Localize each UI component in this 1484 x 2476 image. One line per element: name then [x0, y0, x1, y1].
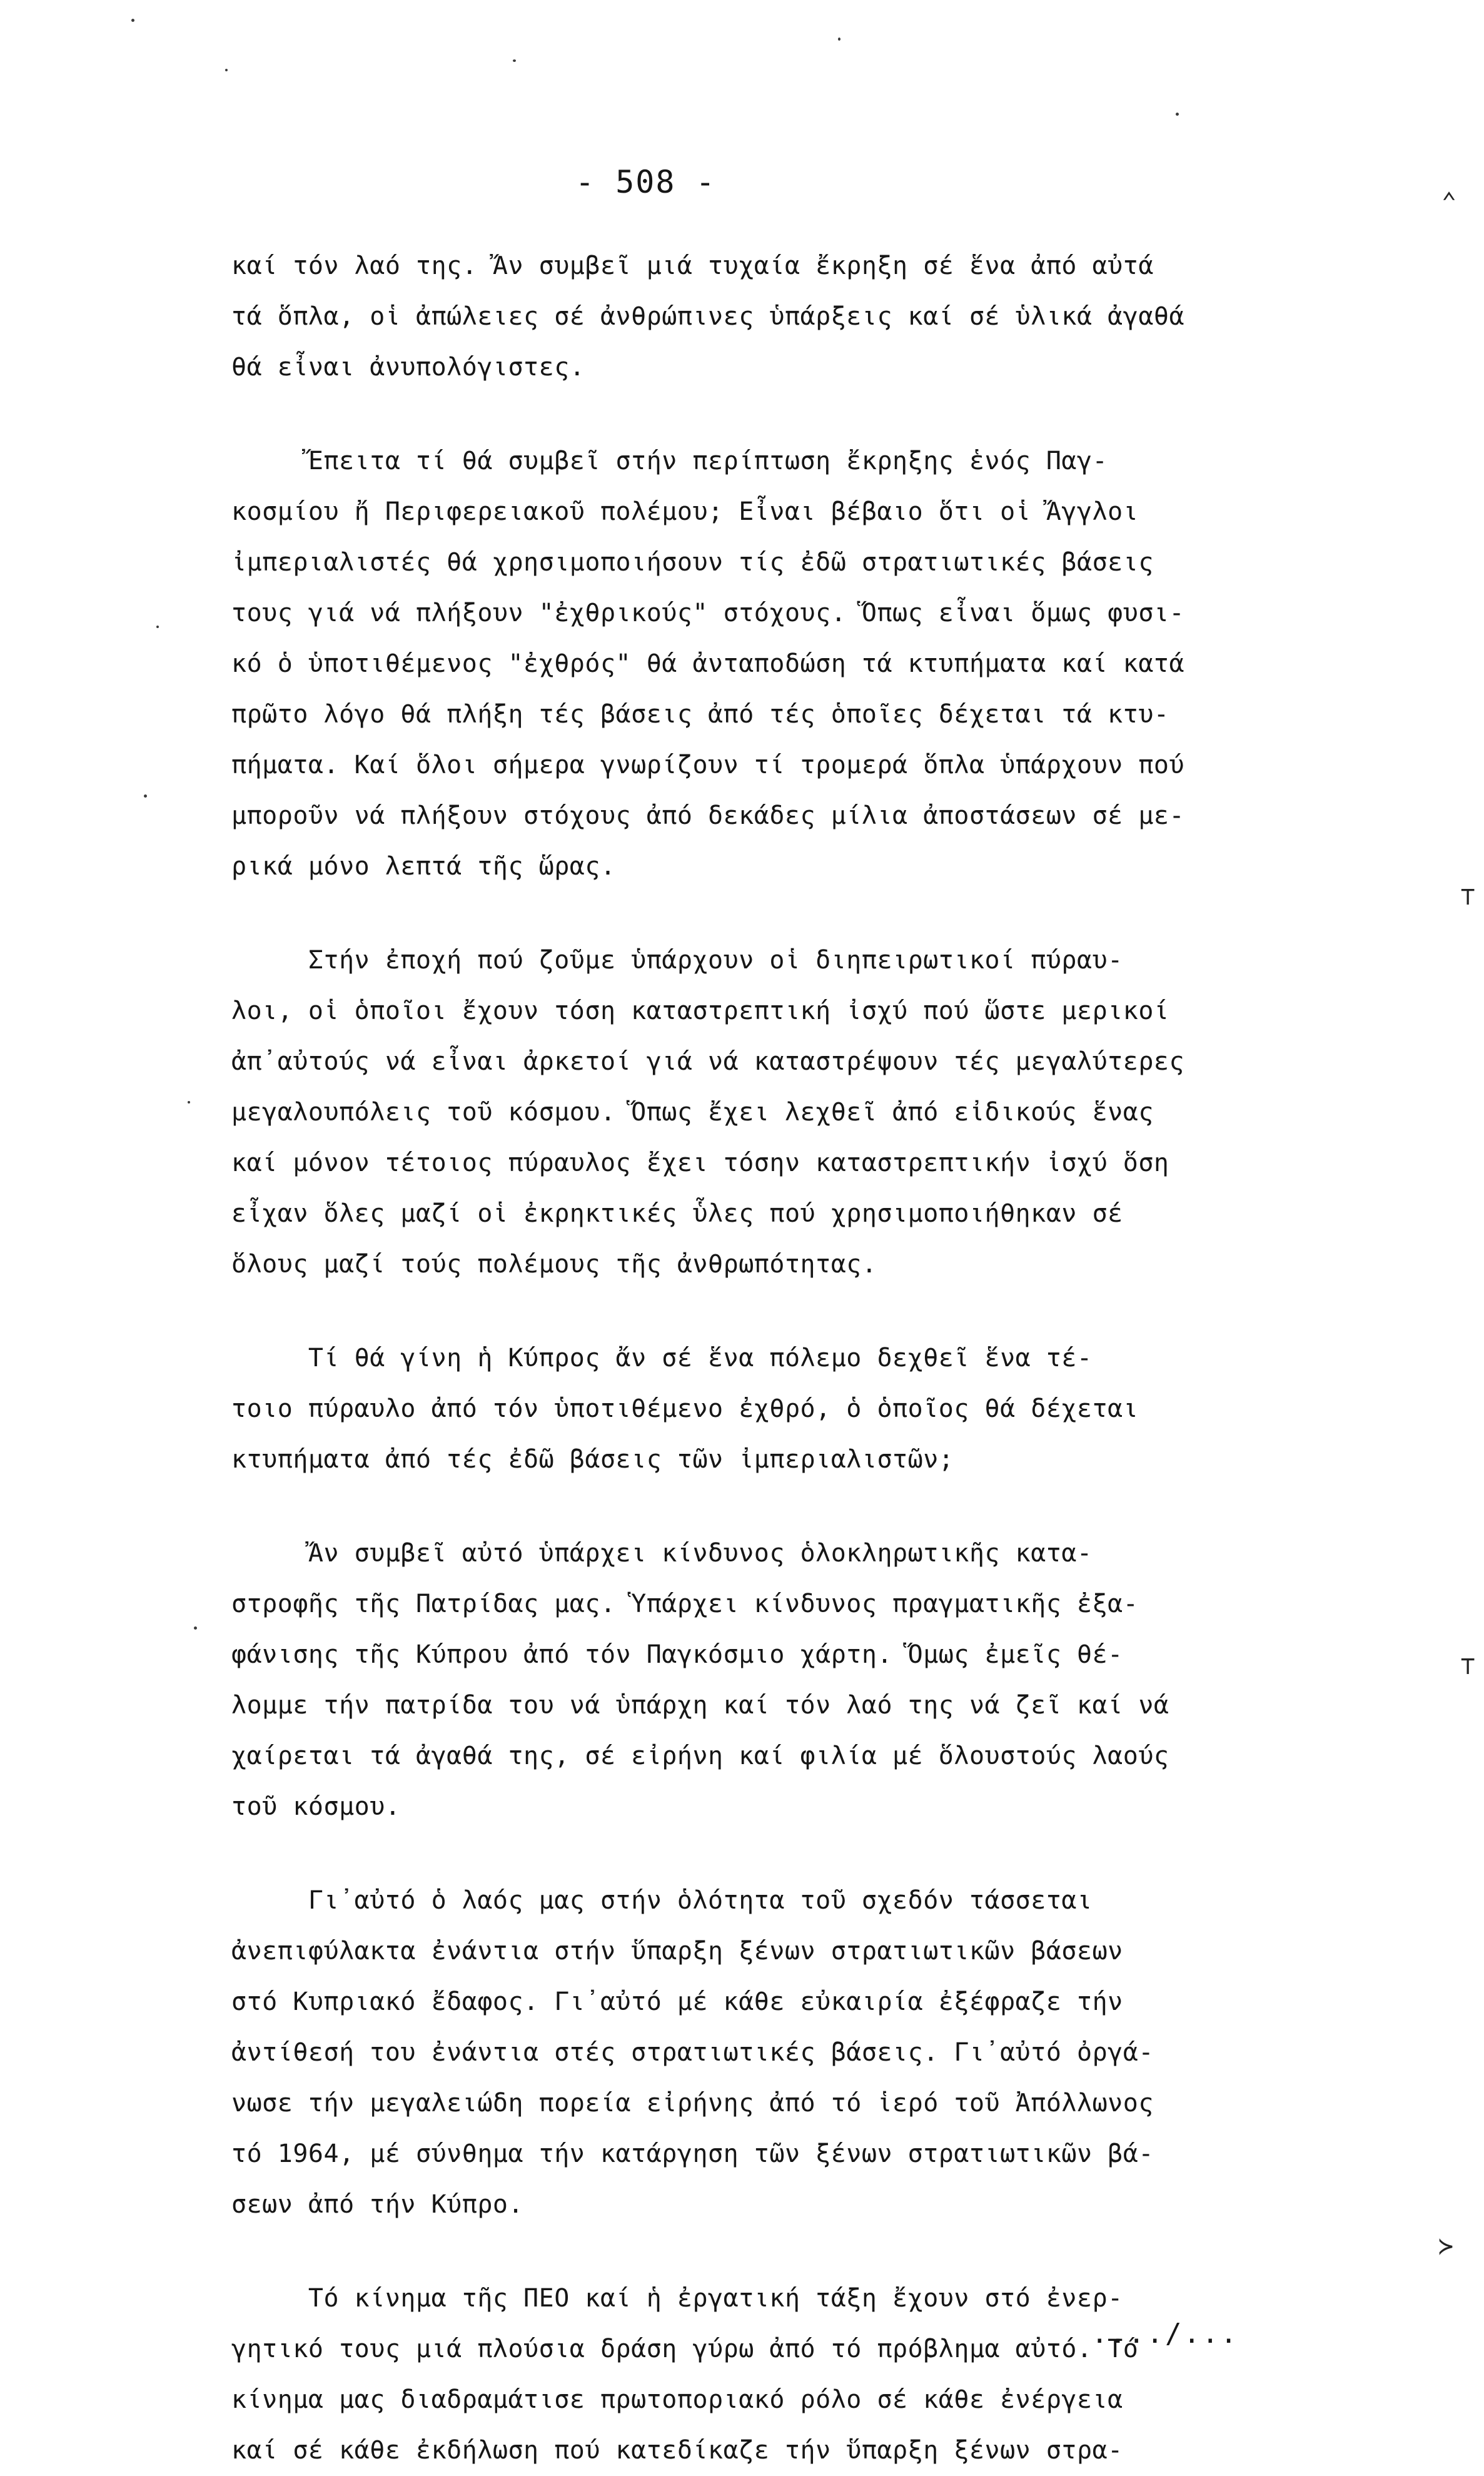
- text-line: καί μόνον τέτοιος πύραυλος ἔχει τόσην καταστρεπτικήν ἰσχύ ὅση: [231, 1149, 1169, 1177]
- text-line: Στήν ἐποχή πού ζοῦμε ὑπάρχουν οἱ διηπειρωτικοί πύραυ-: [231, 946, 1123, 975]
- scan-speck: [156, 626, 159, 628]
- text-line: στό Κυπριακό ἔδαφος. Γι᾽αὐτό μέ κάθε εὐκαιρία ἐξέφραζε τήν: [231, 1987, 1123, 2016]
- text-line: λομμε τήν πατρίδα του νά ὑπάρχη καί τόν λαό της νά ζεῖ καί νά: [231, 1691, 1169, 1720]
- paragraph: [231, 935, 1301, 1290]
- body-text: [231, 241, 1301, 2476]
- text-line: ἀντίθεσή του ἐνάντια στές στρατιωτικές βάσεις. Γι᾽αὐτό ὀργά-: [231, 2038, 1154, 2067]
- margin-mark: ⊤: [1460, 1652, 1476, 1680]
- paragraph: [231, 1875, 1301, 2230]
- text-line: ἰμπεριαλιστές θά χρησιμοποιήσουν τίς ἐδῶ στρατιωτικές βάσεις: [231, 548, 1154, 577]
- page-number: - 508 -: [575, 164, 716, 200]
- text-line: φάνισης τῆς Κύπρου ἀπό τόν Παγκόσμιο χάρτη. Ὅμως ἐμεῖς θέ-: [231, 1640, 1123, 1669]
- paragraph: [231, 1528, 1301, 1832]
- text-line: λοι, οἱ ὁποῖοι ἔχουν τόση καταστρεπτική ἰσχύ πού ὥστε μερικοί: [231, 997, 1169, 1025]
- text-line: Τί θά γίνη ἡ Κύπρος ἄν σέ ἕνα πόλεμο δεχθεῖ ἕνα τέ-: [231, 1344, 1093, 1372]
- text-line: τοῦ κόσμου.: [231, 1792, 401, 1821]
- text-line: κτυπήματα ἀπό τές ἐδῶ βάσεις τῶν ἰμπεριαλιστῶν;: [231, 1445, 954, 1474]
- text-line: Γι᾽αὐτό ὁ λαός μας στήν ὁλότητα τοῦ σχεδόν τάσσεται: [231, 1886, 1093, 1915]
- text-line: καί τόν λαό της. Ἄν συμβεῖ μιά τυχαία ἔκρηξη σέ ἕνα ἀπό αὐτά: [231, 251, 1154, 280]
- text-line: νωσε τήν μεγαλειώδη πορεία εἰρήνης ἀπό τό ἱερό τοῦ Ἀπόλλωνος: [231, 2089, 1154, 2118]
- text-line: ἀνεπιφύλακτα ἐνάντια στήν ὕπαρξη ξένων στρατιωτικῶν βάσεων: [231, 1937, 1123, 1966]
- text-line: πήματα. Καί ὅλοι σήμερα γνωρίζουν τί τρομερά ὅπλα ὑπάρχουν πού: [231, 751, 1185, 779]
- text-line: Ἄν συμβεῖ αὐτό ὑπάρχει κίνδυνος ὁλοκληρωτικῆς κατα-: [231, 1539, 1093, 1568]
- text-line: καί σέ κάθε ἐκδήλωση πού κατεδίκαζε τήν ὕπαρξη ξένων στρα-: [231, 2436, 1123, 2465]
- text-line: μεγαλουπόλεις τοῦ κόσμου. Ὅπως ἔχει λεχθεῖ ἀπό εἰδικούς ἕνας: [231, 1098, 1154, 1127]
- text-line: θά εἶναι ἀνυπολόγιστες.: [231, 353, 585, 382]
- scan-speck: [838, 38, 840, 41]
- margin-mark: ⌃: [1441, 188, 1457, 216]
- scan-speck: [188, 1101, 190, 1104]
- text-line: ὅλους μαζί τούς πολέμους τῆς ἀνθρωπότητας.: [231, 1250, 877, 1279]
- margin-mark: ≻: [1438, 2232, 1454, 2261]
- scan-speck: [194, 1626, 197, 1630]
- text-line: χαίρεται τά ἀγαθά της, σέ εἰρήνη καί φιλία μέ ὅλουστούς λαούς: [231, 1742, 1169, 1770]
- text-line: Ἔπειτα τί θά συμβεῖ στήν περίπτωση ἔκρηξης ἑνός Παγ-: [231, 447, 1108, 475]
- text-line: σεων ἀπό τήν Κύπρο.: [231, 2190, 524, 2219]
- text-line: τό 1964, μέ σύνθημα τήν κατάργηση τῶν ξένων στρατιωτικῶν βά-: [231, 2139, 1154, 2168]
- text-line: πρῶτο λόγο θά πλήξη τές βάσεις ἀπό τές ὁποῖες δέχεται τά κτυ-: [231, 700, 1169, 729]
- paragraph: [231, 1333, 1301, 1485]
- scan-speck: [225, 69, 228, 71]
- continuation-marker: ..../...: [1091, 2318, 1239, 2350]
- scan-speck: [131, 19, 134, 22]
- text-line: ρικά μόνο λεπτά τῆς ὥρας.: [231, 852, 616, 881]
- text-line: τους γιά νά πλήξουν "ἐχθρικούς" στόχους. Ὅπως εἶναι ὅμως φυσι-: [231, 599, 1185, 627]
- text-line: τοιο πύραυλο ἀπό τόν ὑποτιθέμενο ἐχθρό, ὁ ὁποῖος θά δέχεται: [231, 1394, 1139, 1423]
- scan-speck: [1176, 113, 1179, 116]
- text-line: τά ὅπλα, οἱ ἀπώλειες σέ ἀνθρώπινες ὑπάρξεις καί σέ ὑλικά ἀγαθά: [231, 302, 1185, 331]
- paragraph: [231, 241, 1301, 393]
- text-line: ἀπ᾽αὐτούς νά εἶναι ἀρκετοί γιά νά καταστρέψουν τές μεγαλύτερες: [231, 1047, 1185, 1076]
- text-line: κοσμίου ἤ Περιφερειακοῦ πολέμου; Εἶναι βέβαιο ὅτι οἱ Ἄγγλοι: [231, 497, 1139, 526]
- text-line: κίνημα μας διαδραμάτισε πρωτοποριακό ρόλο σέ κάθε ἐνέργεια: [231, 2385, 1123, 2414]
- text-line: μποροῦν νά πλήξουν στόχους ἀπό δεκάδες μίλια ἀποστάσεων σέ με-: [231, 801, 1185, 830]
- text-line: γητικό τους μιά πλούσια δράση γύρω ἀπό τό πρόβλημα αὐτό. Τό: [231, 2335, 1139, 2363]
- scan-speck: [513, 59, 516, 62]
- scan-speck: [144, 794, 147, 798]
- text-line: εἶχαν ὅλες μαζί οἱ ἐκρηκτικές ὗλες πού χρησιμοποιήθηκαν σέ: [231, 1199, 1123, 1228]
- text-line: στροφῆς τῆς Πατρίδας μας. Ὑπάρχει κίνδυνος πραγματικῆς ἐξα-: [231, 1590, 1139, 1618]
- margin-mark: ⊤: [1460, 882, 1476, 911]
- text-line: κό ὁ ὑποτιθέμενος "ἐχθρός" θά ἀνταποδώση τά κτυπήματα καί κατά: [231, 649, 1185, 678]
- paragraph: [231, 436, 1301, 892]
- paragraph: [231, 2273, 1301, 2476]
- text-line: Τό κίνημα τῆς ΠΕΟ καί ἡ ἐργατική τάξη ἔχουν στό ἐνερ-: [231, 2284, 1123, 2313]
